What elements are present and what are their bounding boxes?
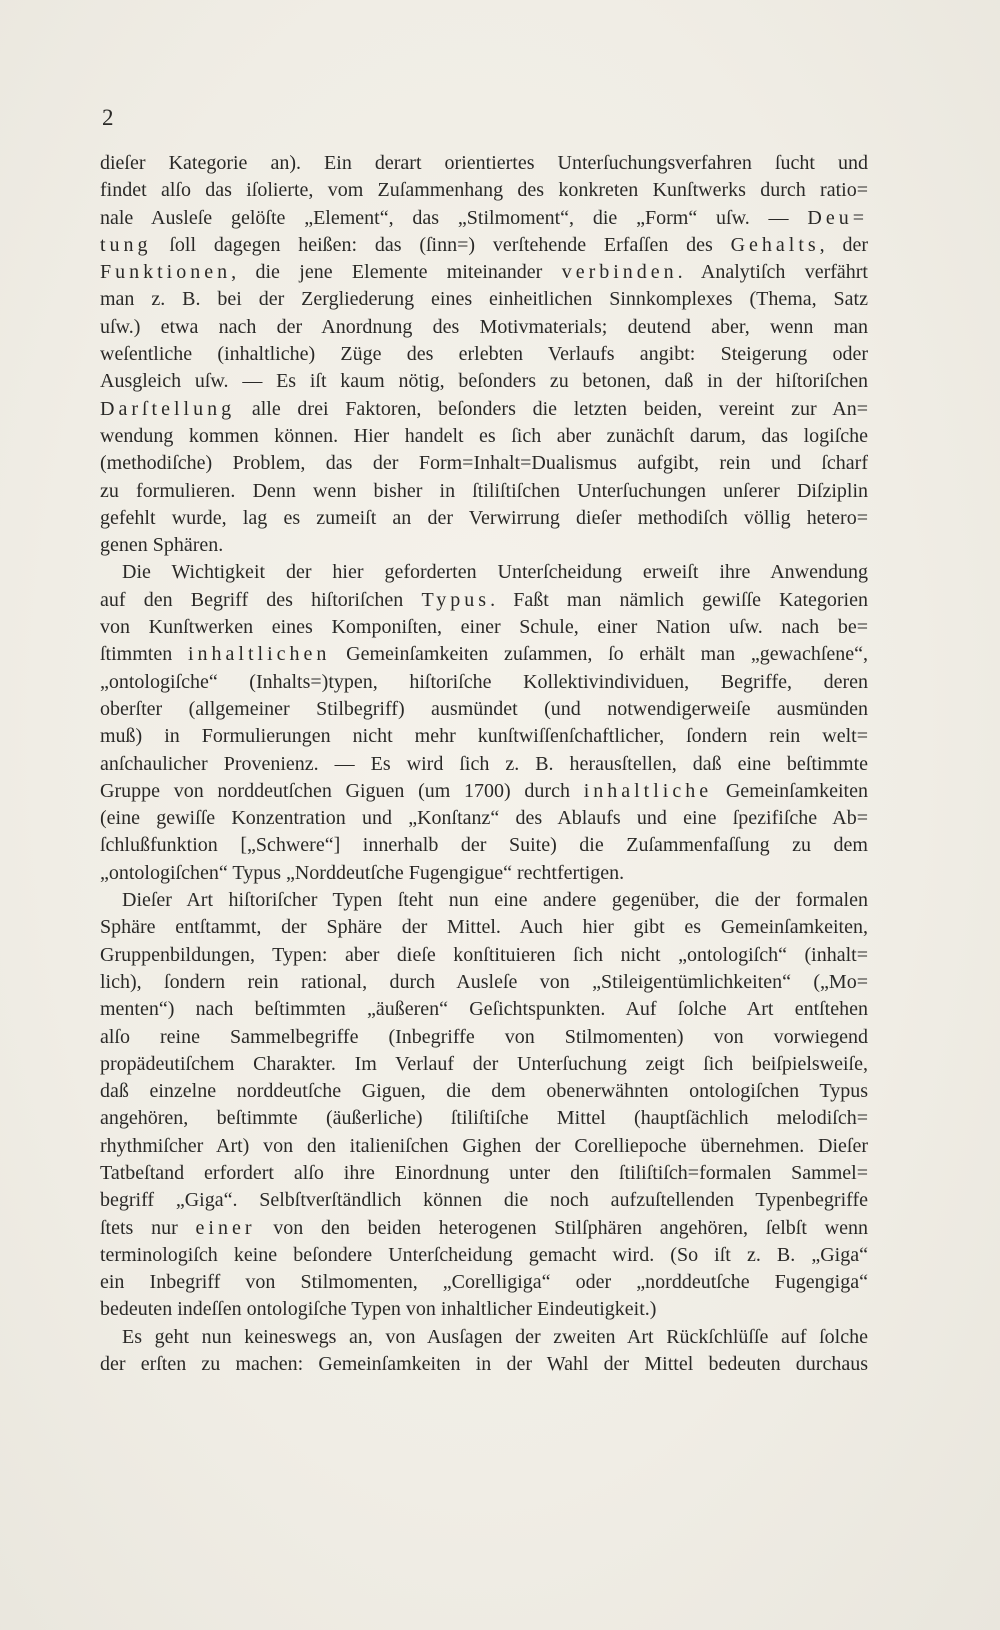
text-line: (methodiſche) Problem, das der Form=Inhalt=Dualismus aufgibt, rein und ſcharf [100, 452, 868, 475]
text-line: zu formulieren. Denn wenn bisher in ſtiliſtiſchen Unterſuchungen unſerer Diſziplin [100, 479, 868, 502]
text-line: genen Sphären. [100, 534, 224, 557]
text-segment: Gruppe von norddeutſchen Giguen (um 1700) durch [100, 779, 584, 802]
text-line [100, 259, 868, 286]
paragraph [100, 1324, 868, 1379]
text-line [100, 205, 868, 232]
text-line: alſo reine Sammelbegriffe (Inbegriffe von Stilmomenten) von vorwiegend [100, 1025, 868, 1048]
text-line: angehören, beſtimmte (äußerliche) ſtiliſtiſche Mittel (hauptſächlich melodiſch= [100, 1107, 868, 1130]
text-segment: . Analytiſch verfährt [677, 261, 868, 284]
text-segment: Gemeinſamkeiten zuſammen, ſo erhält man „gewachſene“, [330, 643, 868, 666]
text-segment: auf den Begriff des hiſtoriſchen [100, 588, 422, 611]
spaced-emphasis: inhaltliche [583, 779, 713, 802]
spaced-emphasis: einer [195, 1216, 256, 1239]
text-segment: alle drei Faktoren, beſonders die letzten beiden, vereint zur An= [235, 397, 868, 420]
text-segment: nale Ausleſe gelöſte „Element“, das „Stilmoment“, die „Form“ uſw. — [100, 206, 808, 229]
paragraph [100, 887, 868, 1324]
text-line: Dieſer Art hiſtoriſcher Typen ſteht nun eine andere gegenüber, die der formalen [122, 889, 868, 912]
text-line: von Kunſtwerken eines Komponiſten, einer Schule, einer Nation uſw. nach be= [100, 616, 868, 639]
text-line: „ontologiſchen“ Typus „Norddeutſche Fugengigue“ rechtfertigen. [100, 861, 625, 884]
body-text [100, 150, 868, 1378]
text-line: lich), ſondern rein rational, durch Ausleſe von „Stileigentümlichkeiten“ („Mo= [100, 970, 868, 993]
text-line: rhythmiſcher Art) von den italieniſchen Gighen der Corelliepoche übernehmen. Dieſer [100, 1134, 868, 1157]
text-line: daß einzelne norddeutſche Giguen, die dem obenerwähnten ontologiſchen Typus [100, 1080, 868, 1103]
text-segment: , die jene Elemente miteinander [231, 261, 562, 284]
paragraph [100, 150, 868, 559]
text-line: uſw.) etwa nach der Anordnung des Motivmaterials; deutend aber, wenn man [100, 315, 868, 338]
spaced-emphasis: Gehalts [730, 233, 820, 256]
spaced-emphasis: Typus [421, 588, 491, 611]
spaced-emphasis: Funktionen [100, 261, 232, 284]
text-line: gefehlt wurde, lag es zumeiſt an der Verwirrung dieſer methodiſch völlig hetero= [100, 506, 868, 529]
text-line: anſchaulicher Provenienz. — Es wird ſich z. B. herausſtellen, daß eine beſtimmte [100, 752, 868, 775]
text-line [100, 1215, 868, 1242]
text-line: der erſten zu machen: Gemeinſamkeiten in der Wahl der Mittel bedeuten durchaus [100, 1353, 868, 1376]
text-line: findet alſo das iſolierte, vom Zuſammenhang des konkreten Kunſtwerks durch ratio= [100, 179, 868, 202]
text-segment: von den beiden heterogenen Stilſphären angehören, ſelbſt wenn [255, 1216, 868, 1239]
text-line [100, 641, 868, 668]
text-line: terminologiſch keine beſondere Unterſcheidung gemacht wird. (So iſt z. B. „Giga“ [100, 1243, 868, 1266]
text-segment: ſoll dagegen heißen: das (ſinn=) verſtehende Erfaſſen des [151, 233, 731, 256]
text-line [100, 232, 868, 259]
text-segment: Gemeinſamkeiten [712, 779, 868, 802]
text-line [100, 587, 868, 614]
text-line: propädeutiſchem Charakter. Im Verlauf der Unterſuchung zeigt ſich beiſpielsweiſe, [100, 1052, 868, 1075]
spaced-emphasis: Deu= [807, 206, 868, 229]
text-line: Es geht nun keineswegs an, von Ausſagen der zweiten Art Rückſchlüſſe auf ſolche [122, 1325, 868, 1348]
text-line: menten“) nach beſtimmten „äußeren“ Geſichtspunkten. Auf ſolche Art entſtehen [100, 998, 868, 1021]
paragraph [100, 559, 868, 887]
page-number: 2 [102, 105, 114, 130]
text-line: oberſter (allgemeiner Stilbegriff) ausmündet (und notwendigerweiſe ausmünden [100, 697, 868, 720]
text-line: Tatbeſtand erfordert alſo ihre Einordnung unter den ſtiliſtiſch=formalen Sammel= [100, 1161, 868, 1184]
spaced-emphasis: Darſtellung [100, 397, 236, 420]
text-line [100, 396, 868, 423]
text-line: Gruppenbildungen, Typen: aber dieſe konſtituieren ſich nicht „ontologiſch“ (inhalt= [100, 943, 868, 966]
text-line: ſchlußfunktion [„Schwere“] innerhalb der Suite) die Zuſammenfaſſung zu dem [100, 834, 868, 857]
text-line: begriff „Giga“. Selbſtverſtändlich können die noch aufzuſtellenden Typenbegriffe [100, 1189, 868, 1212]
text-line: bedeuten indeſſen ontologiſche Typen von inhaltlicher Eindeutigkeit.) [100, 1298, 657, 1321]
text-line: muß) in Formulierungen nicht mehr kunſtwiſſenſchaftlicher, ſondern rein welt= [100, 725, 868, 748]
text-line: wendung kommen können. Hier handelt es ſich aber zunächſt darum, das logiſche [100, 424, 868, 447]
text-line: weſentliche (inhaltliche) Züge des erlebten Verlaufs angibt: Steigerung oder [100, 343, 868, 366]
spaced-emphasis: inhaltlichen [187, 643, 331, 666]
spaced-emphasis: verbinden [561, 261, 678, 284]
text-line: Ausgleich uſw. — Es iſt kaum nötig, beſonders zu betonen, daß in der hiſtoriſchen [100, 370, 868, 393]
text-segment: , der [819, 233, 868, 256]
text-segment: ſtimmten [100, 643, 188, 666]
text-line: Die Wichtigkeit der hier geforderten Unterſcheidung erweiſt ihre Anwendung [122, 561, 868, 584]
spaced-emphasis: tung [100, 233, 152, 256]
text-line: ein Inbegriff von Stilmomenten, „Corelligiga“ oder „norddeutſche Fugengiga“ [100, 1271, 868, 1294]
text-segment: . Faßt man nämlich gewiſſe Kategorien [490, 588, 868, 611]
text-line: (eine gewiſſe Konzentration und „Konſtanz“ des Ablaufs und eine ſpezifiſche Ab= [100, 807, 868, 830]
text-line: dieſer Kategorie an). Ein derart orientiertes Unterſuchungsverfahren ſucht und [100, 152, 868, 174]
text-line: man z. B. bei der Zergliederung eines einheitlichen Sinnkomplexes (Thema, Satz [100, 288, 868, 311]
text-line: Sphäre entſtammt, der Sphäre der Mittel. Auch hier gibt es Gemeinſamkeiten, [100, 916, 868, 939]
text-segment: ſtets nur [100, 1216, 196, 1239]
text-line: „ontologiſche“ (Inhalts=)typen, hiſtoriſche Kollektivindividuen, Begriffe, deren [100, 670, 868, 693]
text-line [100, 778, 868, 805]
